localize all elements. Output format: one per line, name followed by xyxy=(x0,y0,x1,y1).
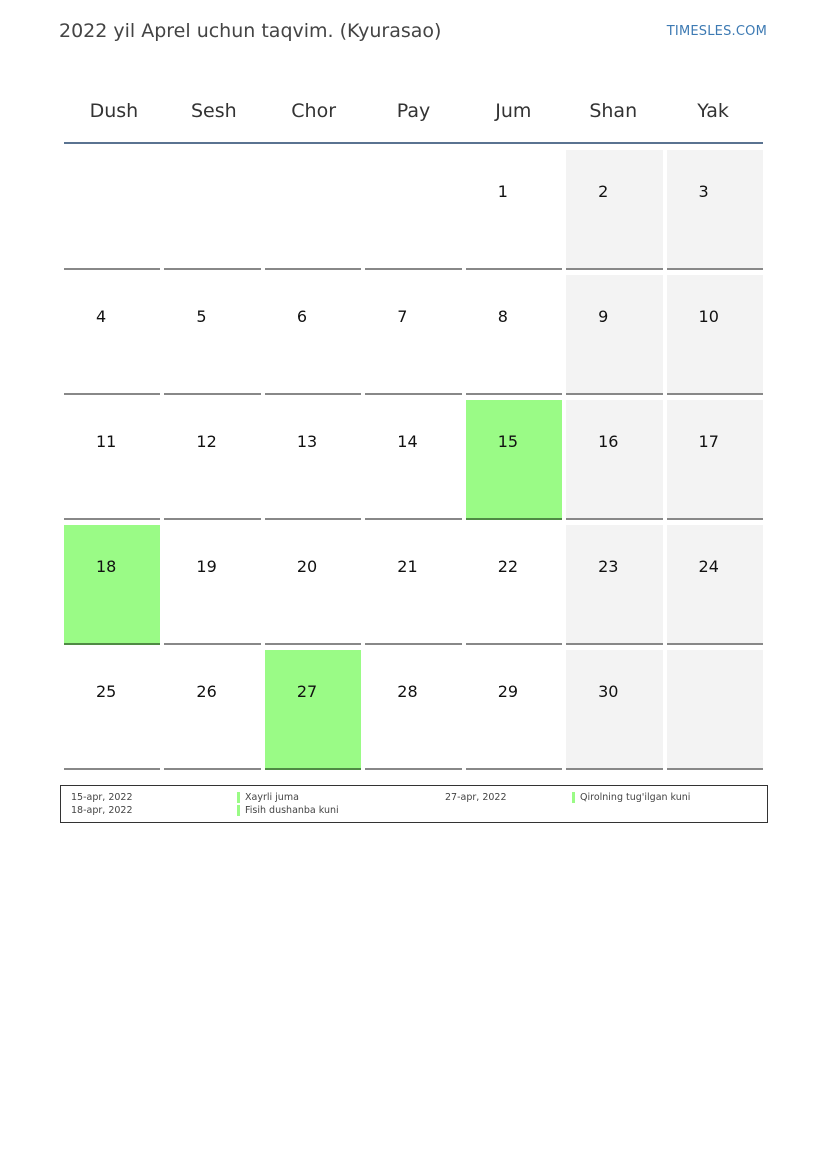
legend-holiday-name: Fisih dushanba kuni xyxy=(245,805,339,816)
day-cell[interactable] xyxy=(64,275,160,395)
legend-holiday-marker xyxy=(572,792,575,803)
holiday-day-cell[interactable] xyxy=(64,525,160,645)
week-row xyxy=(64,400,763,520)
day-number: 22 xyxy=(497,557,519,576)
day-number: 1 xyxy=(497,182,508,201)
weeks-container xyxy=(64,144,763,770)
day-number: 30 xyxy=(598,682,619,701)
day-cell[interactable] xyxy=(365,525,461,645)
day-number: 23 xyxy=(598,557,619,576)
day-number: 18 xyxy=(96,557,117,576)
legend-holiday-marker xyxy=(237,805,240,816)
day-number: 24 xyxy=(698,557,719,576)
day-cell[interactable] xyxy=(64,650,160,770)
day-number: 8 xyxy=(497,307,508,326)
week-row xyxy=(64,275,763,395)
day-cell[interactable] xyxy=(667,275,763,395)
legend-holiday-name: Qirolning tug'ilgan kuni xyxy=(580,792,691,803)
day-number: 13 xyxy=(296,432,318,451)
day-cell[interactable] xyxy=(566,400,662,520)
week-row xyxy=(64,150,763,270)
day-number: 20 xyxy=(296,557,318,576)
empty-day-cell xyxy=(667,650,763,770)
brand-link[interactable]: TIMESLES.COM xyxy=(666,24,767,39)
day-cell[interactable] xyxy=(566,650,662,770)
week-row xyxy=(64,650,763,770)
legend-holiday-name: Xayrli juma xyxy=(245,792,299,803)
day-number: 12 xyxy=(196,432,217,451)
weekday-tuesday: Sesh xyxy=(190,100,237,122)
day-cell[interactable] xyxy=(64,400,160,520)
day-number: 26 xyxy=(196,682,217,701)
day-cell[interactable] xyxy=(466,650,562,770)
day-cell[interactable] xyxy=(466,275,562,395)
holiday-day-cell[interactable] xyxy=(265,650,361,770)
day-cell[interactable] xyxy=(667,525,763,645)
empty-day-cell xyxy=(365,150,461,270)
day-number: 3 xyxy=(698,182,709,201)
empty-day-cell xyxy=(64,150,160,270)
day-cell[interactable] xyxy=(667,400,763,520)
legend-date: 18-apr, 2022 xyxy=(71,805,133,816)
day-cell[interactable] xyxy=(566,275,662,395)
weekday-wednesday: Chor xyxy=(291,100,337,122)
day-cell[interactable] xyxy=(466,525,562,645)
day-number: 11 xyxy=(96,432,117,451)
legend-holiday-marker xyxy=(237,792,240,803)
day-number: 7 xyxy=(397,307,408,326)
day-cell[interactable] xyxy=(365,650,461,770)
weekday-header-row xyxy=(64,80,763,144)
legend-date: 15-apr, 2022 xyxy=(71,792,133,803)
day-cell[interactable] xyxy=(164,650,260,770)
day-number: 29 xyxy=(497,682,519,701)
day-cell[interactable] xyxy=(365,400,461,520)
day-cell[interactable] xyxy=(466,150,562,270)
day-cell[interactable] xyxy=(164,400,260,520)
page-title: 2022 yil Aprel uchun taqvim. (Kyurasao) xyxy=(59,20,442,42)
legend-date: 27-apr, 2022 xyxy=(445,792,507,803)
weekday-friday: Jum xyxy=(495,100,532,122)
day-number: 19 xyxy=(196,557,217,576)
day-number: 16 xyxy=(598,432,619,451)
weekday-thursday: Pay xyxy=(396,100,431,122)
day-cell[interactable] xyxy=(164,525,260,645)
day-number: 25 xyxy=(96,682,117,701)
week-row xyxy=(64,525,763,645)
day-number: 21 xyxy=(397,557,418,576)
day-number: 28 xyxy=(397,682,418,701)
day-number: 6 xyxy=(296,307,308,326)
day-number: 27 xyxy=(296,682,318,701)
empty-day-cell xyxy=(265,150,361,270)
day-cell[interactable] xyxy=(365,275,461,395)
weekday-sunday: Yak xyxy=(697,100,729,122)
weekday-saturday: Shan xyxy=(589,100,638,122)
weekday-monday: Dush xyxy=(89,100,139,122)
calendar-grid xyxy=(64,80,763,775)
day-cell[interactable] xyxy=(164,275,260,395)
empty-day-cell xyxy=(164,150,260,270)
day-number: 10 xyxy=(698,307,719,326)
day-number: 9 xyxy=(598,307,609,326)
day-number: 15 xyxy=(497,432,519,451)
holiday-legend xyxy=(60,785,768,823)
day-cell[interactable] xyxy=(566,525,662,645)
day-cell[interactable] xyxy=(566,150,662,270)
day-cell[interactable] xyxy=(265,275,361,395)
day-number: 4 xyxy=(96,307,107,326)
day-number: 14 xyxy=(397,432,418,451)
day-cell[interactable] xyxy=(667,150,763,270)
day-cell[interactable] xyxy=(265,525,361,645)
day-number: 5 xyxy=(196,307,207,326)
holiday-day-cell[interactable] xyxy=(466,400,562,520)
day-number: 2 xyxy=(598,182,609,201)
day-cell[interactable] xyxy=(265,400,361,520)
day-number: 17 xyxy=(698,432,719,451)
